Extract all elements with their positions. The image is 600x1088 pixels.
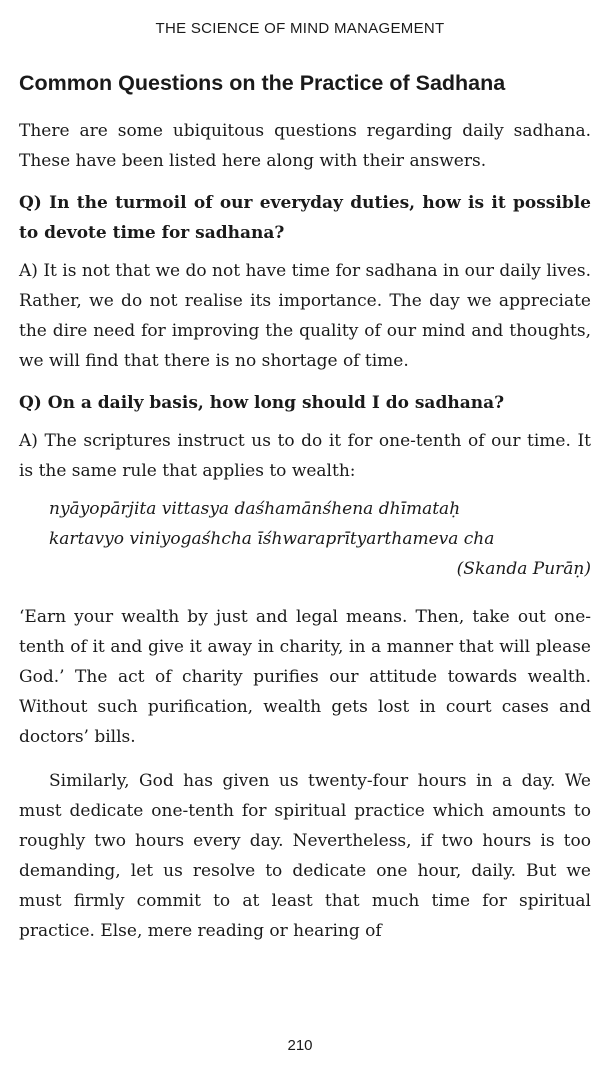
answer-1: A) It is not that we do not have time for sadhana in our daily lives. Rather, we do not realise its importance. The day we appreciate the dire need for improving the quality of our mind and thoughts, we will find that there is no shortage of time. bbox=[19, 261, 591, 371]
intro-paragraph: There are some ubiquitous questions regarding daily sadhana. These have been listed here along with their answers. bbox=[19, 121, 591, 171]
question-2: Q) On a daily basis, how long should I do sadhana? bbox=[19, 393, 505, 413]
running-head: THE SCIENCE OF MIND MANAGEMENT bbox=[155, 20, 445, 37]
verse-line-2: kartavyo viniyogaśhcha īśhwaraprītyarthameva cha bbox=[49, 529, 495, 549]
question-1: Q) In the turmoil of our everyday duties, how is it possible to devote time for sadhana? bbox=[19, 193, 591, 243]
answer-2: A) The scriptures instruct us to do it for one-tenth of our time. It is the same rule that applies to wealth: bbox=[19, 431, 591, 481]
translation-paragraph: ‘Earn your wealth by just and legal means. Then, take out one-tenth of it and give it away in charity, in a manner that will please God.’ The act of charity purifies our attitude towards wealth. Without such purification, wealth gets lost in court cases and doctors’ bills. bbox=[19, 607, 591, 747]
page-body bbox=[19, 68, 591, 946]
verse-source: (Skanda Purāṇ) bbox=[456, 559, 591, 579]
verse-line-1: nyāyopārjita vittasya daśhamānśhena dhīmataḥ bbox=[49, 499, 461, 519]
page-number: 210 bbox=[287, 1037, 313, 1054]
closing-paragraph: Similarly, God has given us twenty-four hours in a day. We must dedicate one-tenth for spiritual practice which amounts to roughly two hours every day. Nevertheless, if two hours is too demanding, let us resolve to dedicate one hour, daily. But we must firmly commit to at least that much time for spiritual practice. Else, mere reading or hearing of bbox=[19, 771, 591, 941]
section-heading: Common Questions on the Practice of Sadhana bbox=[19, 71, 506, 95]
sanskrit-verse bbox=[49, 494, 591, 554]
